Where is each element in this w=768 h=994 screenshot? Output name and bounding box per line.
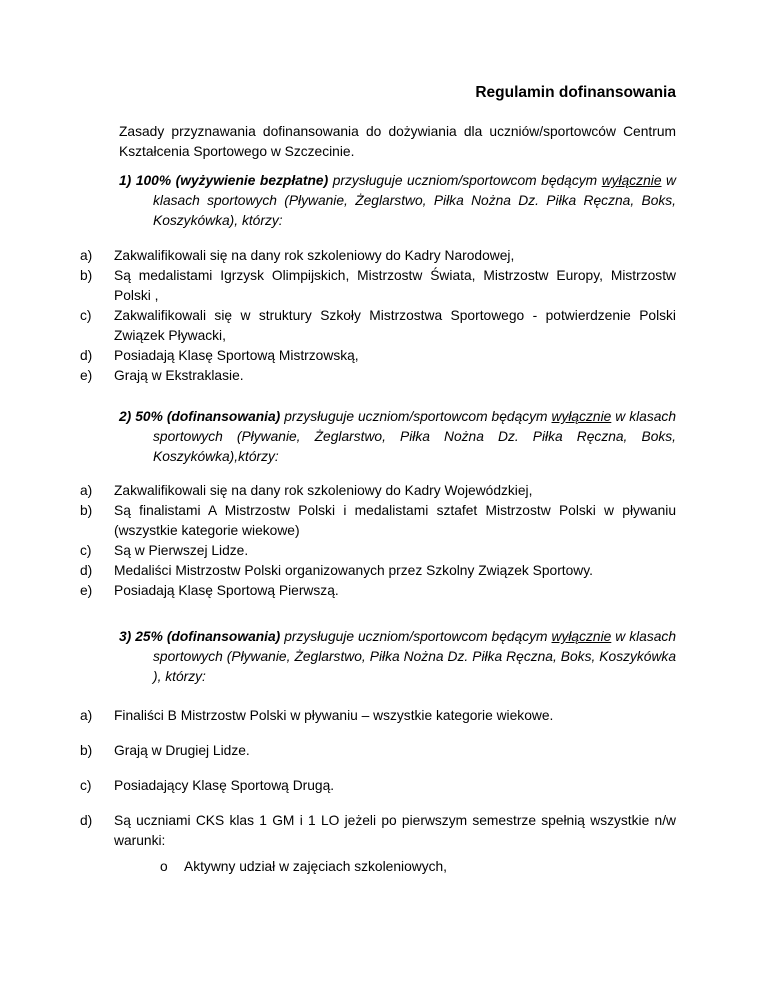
list-item-text: Zakwalifikowali się na dany rok szkoleniowy do Kadry Wojewódzkiej, bbox=[114, 483, 533, 498]
list-item-text: Medaliści Mistrzostw Polski organizowanych przez Szkolny Związek Sportowy. bbox=[114, 563, 593, 578]
section-text: w klasach sportowych (Pływanie, Żeglarstwo, Piłka Nożna Dz. Piłka Ręczna, Boks, Koszykówka), którzy: bbox=[153, 173, 677, 228]
list-item-marker: e) bbox=[80, 368, 93, 383]
list-item-text: Zakwalifikowali się na dany rok szkoleniowy do Kadry Narodowej, bbox=[114, 248, 515, 263]
section-text: w klasach sportowych (Pływanie, Żeglarstwo, Piłka Nożna Dz. Piłka Ręczna, Boks, Koszykówka),którzy: bbox=[153, 409, 676, 464]
section-heading: 50% (dofinansowania) bbox=[135, 409, 281, 424]
list-item-text: Grają w Drugiej Lidze. bbox=[114, 743, 250, 758]
list-item-marker: a) bbox=[80, 483, 93, 498]
list-item bbox=[80, 306, 676, 346]
section-number: 2) bbox=[119, 409, 132, 424]
list-item-text: Są medalistami Igrzysk Olimpijskich, Mistrzostw Świata, Mistrzostw Europy, Mistrzostw Polski , bbox=[114, 268, 676, 303]
section-1 bbox=[83, 171, 676, 231]
list-item bbox=[80, 811, 676, 851]
section-2 bbox=[83, 407, 676, 467]
list-item-marker: a) bbox=[80, 248, 93, 263]
section-text: przysługuje uczniom/sportowcom będącym bbox=[280, 629, 552, 644]
list-item-text: Posiadają Klasę Sportową Pierwszą. bbox=[114, 583, 339, 598]
criteria-list-1 bbox=[80, 246, 676, 386]
section-text: przysługuje uczniom/sportowcom będącym bbox=[328, 173, 602, 188]
list-item-text: Są finalistami A Mistrzostw Polski i medalistami sztafet Mistrzostw Polski w pływaniu (wszystkie kategorie wiekowe) bbox=[114, 503, 676, 538]
section-number: 1) bbox=[119, 173, 132, 188]
list-item-text: Posiadają Klasę Sportową Mistrzowską, bbox=[114, 348, 359, 363]
section-number: 3) bbox=[119, 629, 132, 644]
criteria-list-2 bbox=[80, 481, 676, 601]
list-item bbox=[80, 481, 676, 501]
list-item-marker: b) bbox=[80, 743, 93, 758]
list-item bbox=[80, 501, 676, 541]
list-item bbox=[80, 706, 676, 726]
section-text: przysługuje uczniom/sportowcom będącym bbox=[280, 409, 552, 424]
document-title: Regulamin dofinansowania bbox=[475, 84, 676, 101]
list-item bbox=[80, 561, 676, 581]
intro-paragraph: Zasady przyznawania dofinansowania do dożywiania dla uczniów/sportowców Centrum Kształcenia Sportowego w Szczecinie. bbox=[119, 124, 676, 159]
list-item-text: Są uczniami CKS klas 1 GM i 1 LO jeżeli po pierwszym semestrze spełnią wszystkie n/w warunki: bbox=[114, 813, 676, 848]
list-item bbox=[80, 581, 676, 601]
list-item bbox=[80, 741, 676, 761]
list-item bbox=[80, 366, 676, 386]
bullet-text: Aktywny udział w zajęciach szkoleniowych, bbox=[184, 859, 448, 874]
list-item-marker: d) bbox=[80, 813, 93, 828]
section-3 bbox=[83, 627, 676, 687]
list-item-marker: c) bbox=[80, 778, 92, 793]
condition-bullet bbox=[160, 857, 447, 877]
criteria-list-3 bbox=[80, 706, 676, 866]
list-item bbox=[80, 246, 676, 266]
bullet-marker: o bbox=[160, 859, 168, 874]
section-text: w klasach sportowych (Pływanie, Żeglarstwo, Piłka Nożna Dz. Piłka Ręczna, Boks, Koszykówka ), którzy: bbox=[153, 629, 676, 684]
list-item-marker: e) bbox=[80, 583, 93, 598]
list-item bbox=[80, 266, 676, 306]
list-item-marker: b) bbox=[80, 503, 93, 518]
section-emphasis: wyłącznie bbox=[551, 629, 612, 644]
section-heading: 100% (wyżywienie bezpłatne) bbox=[135, 173, 329, 188]
list-item bbox=[80, 346, 676, 366]
list-item-marker: c) bbox=[80, 308, 92, 323]
list-item-marker: d) bbox=[80, 563, 93, 578]
list-item bbox=[80, 541, 676, 561]
list-item-text: Zakwalifikowali się w struktury Szkoły Mistrzostwa Sportowego - potwierdzenie Polski Związek Pływacki, bbox=[114, 308, 676, 343]
list-item-marker: b) bbox=[80, 268, 93, 283]
list-item-marker: a) bbox=[80, 708, 93, 723]
section-emphasis: wyłącznie bbox=[601, 173, 662, 188]
list-item-marker: c) bbox=[80, 543, 92, 558]
list-item-text: Są w Pierwszej Lidze. bbox=[114, 543, 249, 558]
list-item-text: Finaliści B Mistrzostw Polski w pływaniu – wszystkie kategorie wiekowe. bbox=[114, 708, 554, 723]
list-item-text: Grają w Ekstraklasie. bbox=[114, 368, 244, 383]
list-item-text: Posiadający Klasę Sportową Drugą. bbox=[114, 778, 335, 793]
section-emphasis: wyłącznie bbox=[551, 409, 612, 424]
list-item bbox=[80, 776, 676, 796]
section-heading: 25% (dofinansowania) bbox=[135, 629, 281, 644]
list-item-marker: d) bbox=[80, 348, 93, 363]
